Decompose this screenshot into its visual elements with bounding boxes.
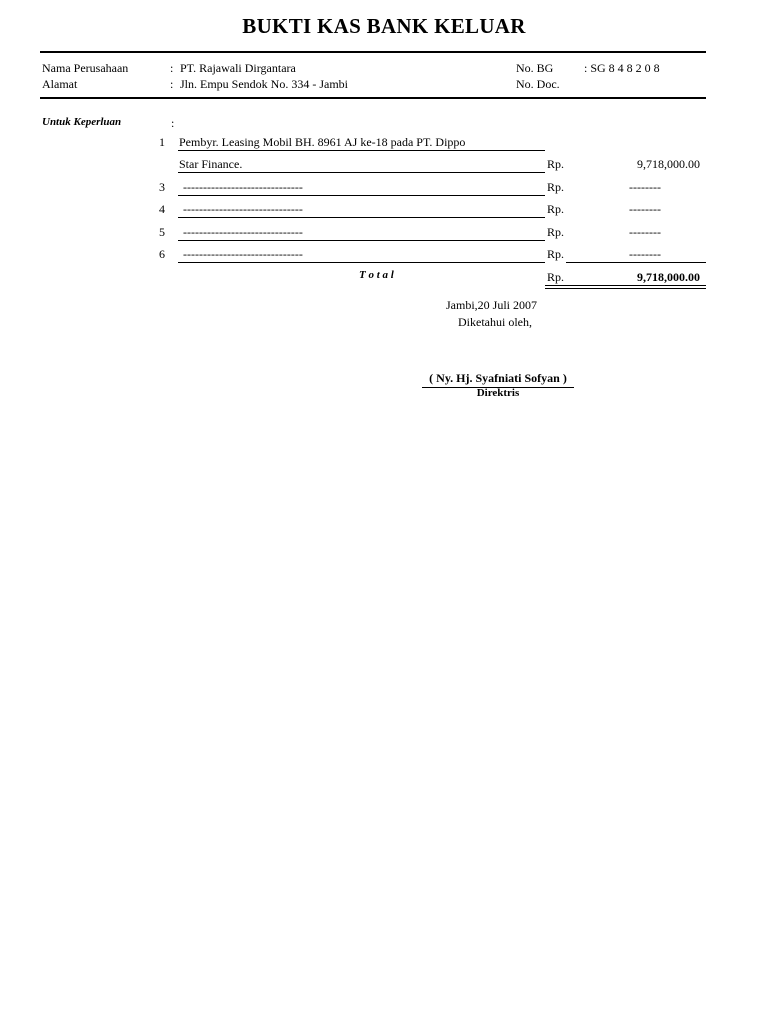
company-label: Nama Perusahaan xyxy=(42,61,129,75)
address-separator: : xyxy=(170,77,174,91)
purpose-label: Untuk Keperluan xyxy=(42,116,122,128)
item-currency: Rp. xyxy=(547,180,565,194)
item-currency: Rp. xyxy=(547,157,565,171)
item-description: ------------------------------ xyxy=(183,180,303,194)
item-amount: -------- xyxy=(629,202,661,216)
total-double-line-bottom xyxy=(545,288,706,289)
signatory-position: Direktris xyxy=(476,387,520,399)
item-description: Pembyr. Leasing Mobil BH. 8961 AJ ke-18 pada PT. Dippo xyxy=(179,135,466,149)
item-currency: Rp. xyxy=(547,247,565,261)
company-value: PT. Rajawali Dirgantara xyxy=(180,61,296,75)
item-currency: Rp. xyxy=(547,202,565,216)
company-separator: : xyxy=(170,61,174,75)
nobg-value: : SG 8 4 8 2 0 8 xyxy=(584,61,660,75)
item-underline xyxy=(178,172,545,173)
item-amount: -------- xyxy=(629,225,661,239)
item-description: Star Finance. xyxy=(179,157,243,171)
item-underline xyxy=(178,262,545,263)
item-number: 1 xyxy=(159,135,165,149)
item-underline xyxy=(178,150,545,151)
item-number: 4 xyxy=(159,202,165,216)
item-underline xyxy=(178,217,545,218)
item-amount: -------- xyxy=(629,247,661,261)
item-number: 5 xyxy=(159,225,165,239)
address-value: Jln. Empu Sendok No. 334 - Jambi xyxy=(180,77,348,91)
total-label: T o t a l xyxy=(359,269,394,281)
item-amount: 9,718,000.00 xyxy=(637,157,700,171)
nodoc-label: No. Doc. xyxy=(516,77,560,91)
address-label: Alamat xyxy=(42,77,78,91)
item-description: ------------------------------ xyxy=(183,202,303,216)
nobg-label: No. BG xyxy=(516,61,554,75)
item-currency: Rp. xyxy=(547,225,565,239)
total-currency: Rp. xyxy=(547,270,565,284)
item-number: 6 xyxy=(159,247,165,261)
item-description: ------------------------------ xyxy=(183,247,303,261)
item-underline xyxy=(178,240,545,241)
header-bottom-rule xyxy=(40,97,706,99)
document-title: BUKTI KAS BANK KELUAR xyxy=(242,14,526,38)
top-rule xyxy=(40,51,706,53)
item-amount: -------- xyxy=(629,180,661,194)
item-underline xyxy=(178,195,545,196)
purpose-separator: : xyxy=(171,116,175,130)
amount-subtotal-line xyxy=(566,262,706,263)
place-date: Jambi,20 Juli 2007 xyxy=(446,298,538,312)
total-double-line-top xyxy=(545,285,706,286)
item-number: 3 xyxy=(159,180,165,194)
known-by: Diketahui oleh, xyxy=(458,315,532,329)
signatory-name: ( Ny. Hj. Syafniati Sofyan ) xyxy=(429,371,567,385)
item-description: ------------------------------ xyxy=(183,225,303,239)
total-amount: 9,718,000.00 xyxy=(637,270,700,284)
